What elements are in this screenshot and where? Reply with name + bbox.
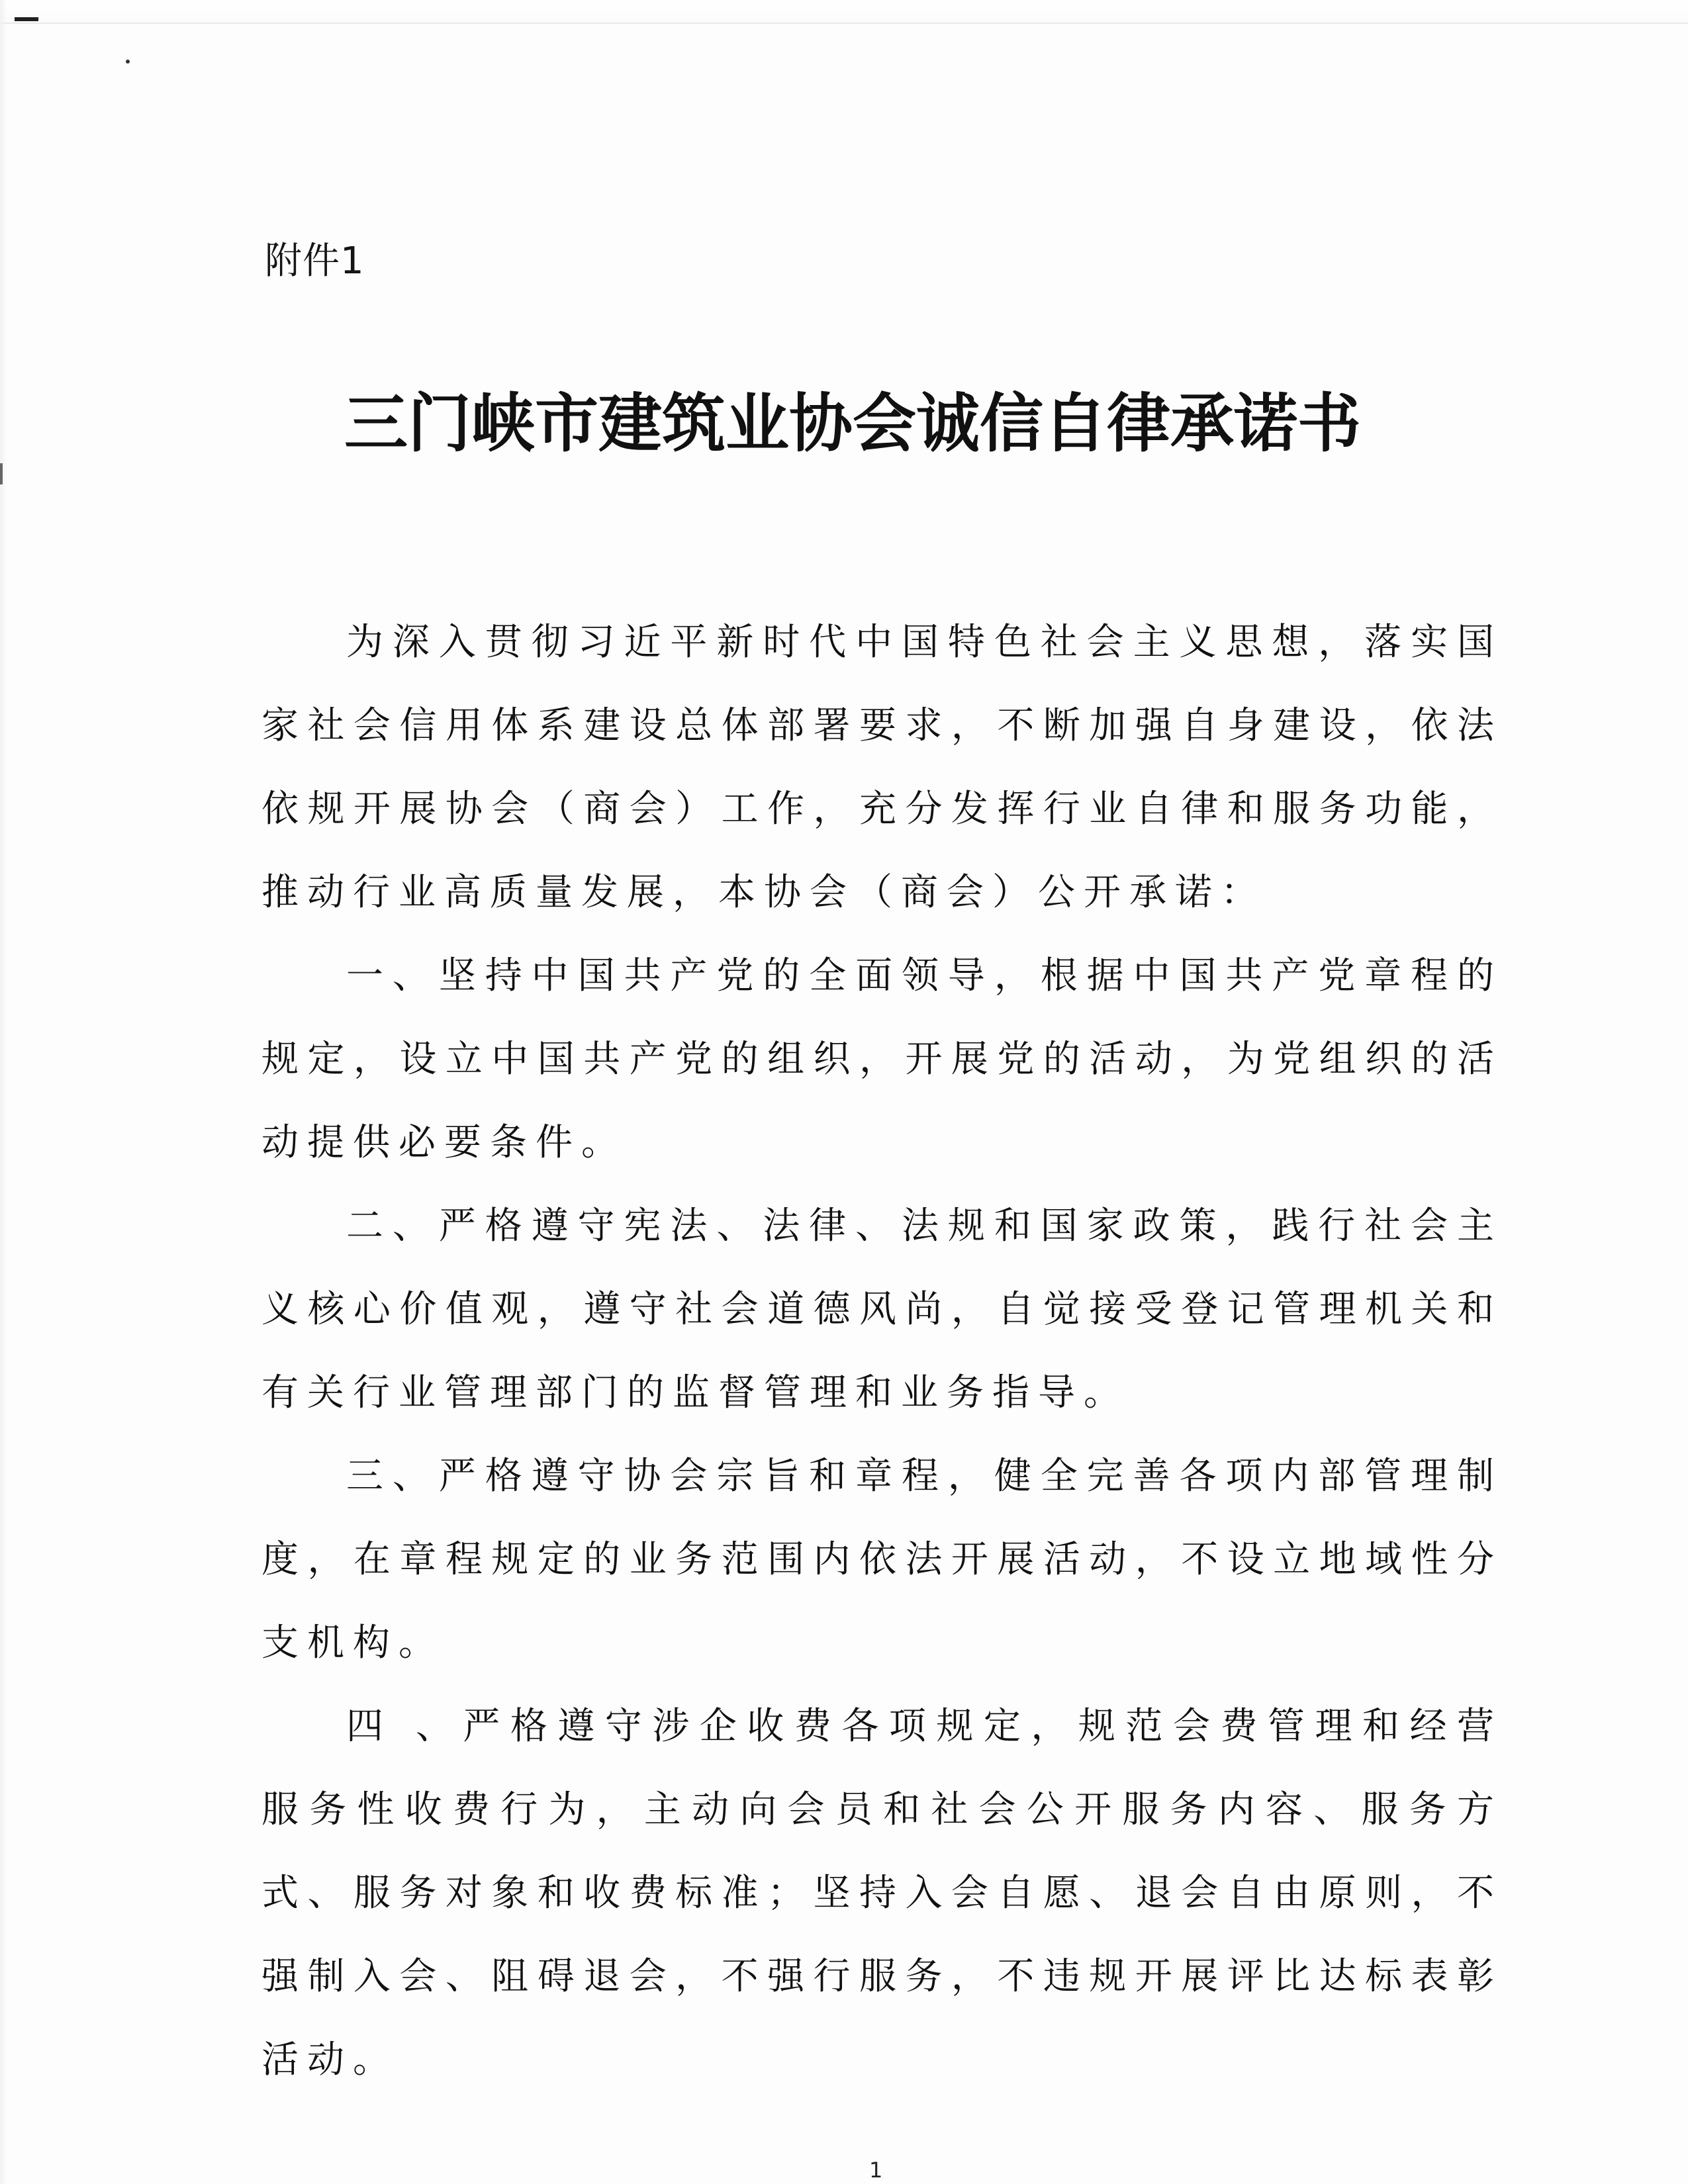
scan-mark [15, 17, 38, 21]
commitment-paragraph-2: 二、严格遵守宪法、法律、法规和国家政策，践行社会主义核心价值观，遵守社会道德风尚，自觉接受登记管理机关和有关行业管理部门的监督管理和业务指导。 [261, 1205, 1503, 1414]
scan-left-edge [0, 0, 7, 2184]
scan-speck [126, 60, 130, 64]
commitment-paragraph-3: 三、严格遵守协会宗旨和章程，健全完善各项内部管理制度，在章程规定的业务范围内依法开展活动，不设立地域性分支机构。 [261, 1455, 1503, 1664]
commitment-paragraph-1: 一、坚持中国共产党的全面领导，根据中国共产党章程的规定，设立中国共产党的组织，开展党的活动，为党组织的活动提供必要条件。 [261, 954, 1503, 1164]
scan-top-edge [0, 0, 1688, 24]
attachment-label: 附件1 [265, 240, 365, 283]
intro-paragraph: 为深入贯彻习近平新时代中国特色社会主义思想，落实国家社会信用体系建设总体部署要求，不断加强自身建设，依法依规开展协会（商会）工作，充分发挥行业自律和服务功能，推动行业高质量发展，本协会（商会）公开承诺： [261, 621, 1503, 914]
document-body [261, 601, 1503, 2102]
page-number: 1 [869, 2158, 883, 2183]
document-title: 三门峡市建筑业协会诚信自律承诺书 [344, 386, 1361, 461]
commitment-paragraph-4: 四 、严格遵守涉企收费各项规定，规范会费管理和经营服务性收费行为，主动向会员和社会公开服务内容、服务方式、服务对象和收费标准；坚持入会自愿、退会自由原则，不强制入会、阻碍退会，不强行服务，不违规开展评比达标表彰活动。 [261, 1705, 1503, 2081]
scan-edge-mark [0, 463, 3, 484]
